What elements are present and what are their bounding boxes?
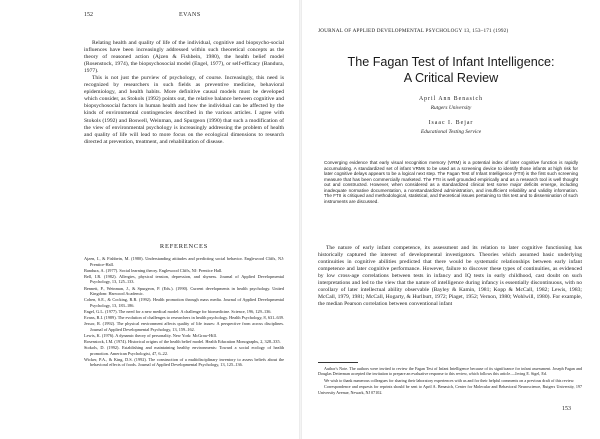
article-title bbox=[318, 54, 584, 86]
references-heading: REFERENCES bbox=[159, 243, 209, 250]
reference-item: Rosenstock, I.M. (1974). Historical origins of the health belief model. Health Education Monographs, 2, 328–335. bbox=[84, 339, 281, 344]
reference-list bbox=[84, 256, 284, 369]
right-page bbox=[302, 0, 600, 439]
author-2: Isaac I. Bejar bbox=[428, 120, 474, 126]
reference-item: Bandura, A. (1977). Social learning theory. Englewood Cliffs, NJ: Prentice Hall. bbox=[84, 267, 223, 273]
journal-header: JOURNAL OF APPLIED DEVELOPMENTAL PSYCHOLOGY 13, 153–171 (1992) bbox=[318, 28, 509, 34]
right-page-number: 153 bbox=[562, 406, 571, 412]
reference-item: Evans, R.I. (1989). The evolution of challenges to researchers in health psychology. Health Psychology, 8, 631–639. bbox=[84, 315, 284, 321]
right-body-text bbox=[318, 245, 582, 308]
title-line-2: A Critical Review bbox=[403, 71, 499, 85]
affiliation-2: Educational Testing Service bbox=[420, 129, 482, 135]
body-paragraph: The nature of early infant competence, its assessment and its relation to later cognitive functioning has historically captured the interest of developmental investigators. Theories which assumed basic underlying continuities in cognitive abilities predicted that there would be systematic relationships between early infant competence and later cognitive performance. However, failure to discover these types of continuities, as evidenced by low cross-age correlations between tests in infancy and IQ tests in early childhood, cast doubt on such interpretations and led to the view that the nature of intelligence during infancy is essentially discontinuous, with no corollary of later intellectual ability observable (Bayley & Kamin, 1981; Kopp & McCall, 1982; Lewis, 1983; McCall, 1979, 1981; McCall, Hogarty, & Hurlburt, 1972; Piaget, 1952; Vernon, 1980; Wohlwill, 1980). For example, the median Pearson correlation between conventional infant bbox=[318, 245, 582, 308]
reference-item: Bell, I.R. (1982). Allergies, physical tension, depression, and shyness. Journal of Applied Developmental Psychology, 13, 125–133. bbox=[84, 273, 284, 285]
footnote: Correspondence and requests for reprints should be sent to April A. Benasich, Center for Molecular and Behavioral Neuroscience, Rutgers University, 197 University Avenue, Newark, NJ 07102. bbox=[318, 384, 582, 395]
reference-item: Engel, G.L. (1977). The need for a new medical model: A challenge for biomedicine. Science, 196, 129–136. bbox=[84, 308, 272, 314]
reference-item: Wicker, P.A., & King, D.S. (1992). The construction of a multidisciplinary inventory to assess beliefs about the behavioral effects of foods. Journal of Applied Developmental Psychology, 13, 125–136. bbox=[84, 356, 284, 368]
left-body-text bbox=[84, 40, 284, 146]
body-paragraph: Relating health and quality of life of the individual, cognitive and biopsycho-social influences have been increasingly addressed within such theoretical concepts as the theory of reasoned action (Ajzen & Fishbein, 1980), the health belief model (Rosenstock, 1974), the biopsychosocial model (Engel, 1977), or self-efficacy (Bandura, 1977). bbox=[84, 40, 284, 75]
left-page-number: 152 bbox=[84, 12, 93, 18]
reference-item: Lewis, K. (1976). A dynamic theory of personality. New York: McGraw-Hill. bbox=[84, 332, 217, 338]
footnote-rule bbox=[318, 362, 358, 363]
footnotes bbox=[318, 366, 582, 396]
footnote: We wish to thank numerous colleagues for sharing their laboratory experiences with us and for their helpful comments on a previous draft of this review. bbox=[324, 377, 575, 383]
running-author: EVANS bbox=[179, 12, 201, 18]
footnote: Author's Note. The authors were invited to review the Fagan Test of Infant Intelligence because of its significance for infant assessment. Joseph Fagan and Douglas Detterman accepted the invitation to prepare an evaluative response to this review, which follows this article.—Irving E. Sigel, Ed. bbox=[318, 366, 582, 377]
reference-item: Bennett, P., Weinman, J., & Spurgeon, P. (Eds.). (1990). Current developments in health psychology. United Kingdom: Harwood Academic. bbox=[84, 285, 284, 297]
affiliation-1: Rutgers University bbox=[430, 105, 472, 111]
body-paragraph: This is not just the purview of psychology, of course. Increasingly, this need is recognized by researchers in such fields as preventive medicine, behavioral epidemiology, and health habits. More definitive causal models must be developed which consider, as Stokols (1992) points out, the relative balance between cognitive and biopsychosocial factors in human health and how the individual can be affected by the kinds of environmental contingencies described in the various articles. I agree with Stokols (1992) and Boswell, Weinman, and Spurgeon (1990) that such a modification of the view of environmental psychology is increasingly addressing the problem of health and quality of life will lead to more focus on the ecological dimensions to research directed at prevention, treatment, and rehabilitation of disease. bbox=[84, 75, 284, 145]
reference-item: Stokols, D. (1992). Establishing and maintaining healthy environments: Toward a social ecology of health promotion. American Psychologist, 47, 6–22. bbox=[84, 345, 284, 356]
abstract: Converging evidence that early visual recognition memory (VRM) is a potential index of later cognitive function is rapidly accumulating. A standardized set of infant VRMs to be used as a screening device to identify those infants at high risk for later cognitive delays appears to be a logical next step. The Fagan Test of Infant Intelligence (FTII) is the first such screening measure that has been commercially marketed. The FTII is well grounded empirically and as a research tool is well thought out and constructed. However, when considered as a standardized clinical test some major deficits emerge, including inadequate normative documentation, a nonstandardized administration, and insufficient reliability and validity information. The FTII is critiqued and methodological, statistical, and theoretical issues pertaining to this test and to dissemination of such instruments are discussed. bbox=[324, 160, 578, 204]
reference-item: Ajzen, I., & Fishbein, M. (1980). Understanding attitudes and predicting social behavior. Englewood Cliffs, NJ: Prentice-Hall. bbox=[84, 256, 284, 267]
author-1: April Ann Benasich bbox=[418, 96, 484, 102]
title-line-1: The Fagan Test of Infant Intelligence: bbox=[347, 55, 555, 69]
reference-item: Jessor, R. (1992). The physical environment affects quality of life issues: A perspective from across disciplines. Journal of Applied Developmental Psychology, 13, 159–162. bbox=[84, 321, 284, 332]
running-header bbox=[84, 12, 284, 22]
reference-item: Cohen, S.E., & Cocking, R.R. (1992). Health promotion through mass media. Journal of Applied Developmental Psychology, 13, 183–186. bbox=[84, 297, 284, 308]
